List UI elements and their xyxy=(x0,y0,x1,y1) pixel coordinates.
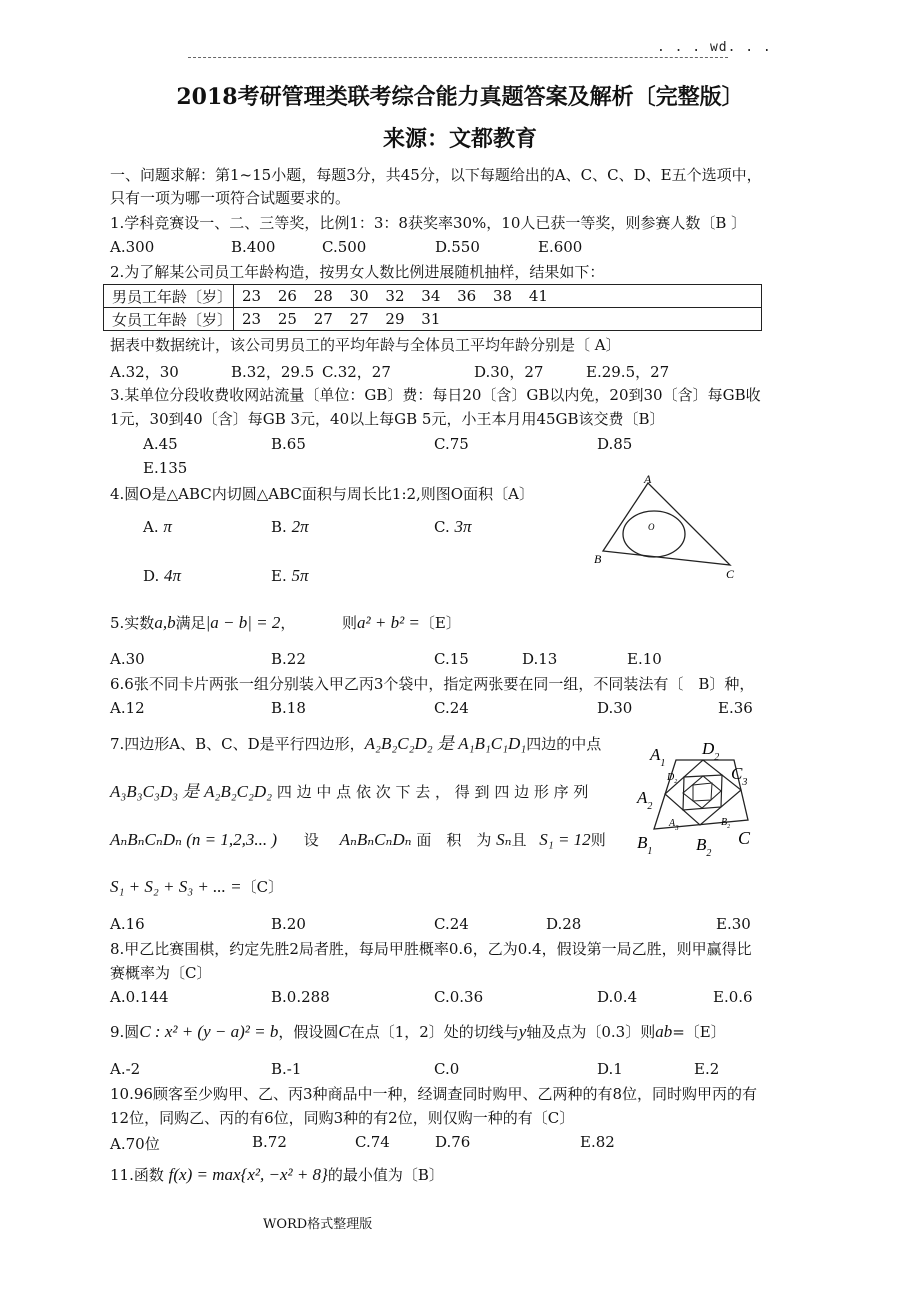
q9-text: 9.圆 xyxy=(110,1023,140,1041)
q4-option-b xyxy=(271,517,309,537)
q5-option-d: D.13 xyxy=(522,650,558,668)
q7-expr: AₙBₙCₙDₙ xyxy=(339,830,412,849)
q3-option-a: A.45 xyxy=(143,435,178,453)
q10-line-1: 10.96顾客至少购甲、乙、丙3种商品中一种，经调查同时购甲、乙两种的有8位，同时购甲丙的有 xyxy=(110,1085,758,1103)
q4-option-a-value: π xyxy=(163,517,172,536)
section-intro-2: 只有一项为哪一项符合试题要求的。 xyxy=(110,189,351,207)
q9-var: ab xyxy=(655,1022,673,1041)
q11-stem xyxy=(110,1164,444,1186)
q5-text: 5.实数 xyxy=(110,614,155,632)
q3-option-d: D.85 xyxy=(597,435,633,453)
triangle-shape xyxy=(603,483,730,565)
q7-expr: Sₙ xyxy=(496,830,512,849)
q7-expr: A₂B₂C₂D₂ 是 A₁B₁C₁D₁ xyxy=(364,734,527,753)
q1-option-c: C.500 xyxy=(322,238,367,256)
q5-text: ， xyxy=(280,614,296,632)
q8-option-a: A.0.144 xyxy=(110,988,169,1006)
q10-option-c: C.74 xyxy=(355,1133,390,1151)
q5-text: 则 xyxy=(342,614,358,632)
quad-5 xyxy=(693,783,712,801)
q2-stem: 2.为了解某公司员工年龄构造，按男女人数比例进展随机抽样，结果如下： xyxy=(110,263,605,281)
q6-option-a: A.12 xyxy=(110,699,145,717)
q7-text: 面 积 为 xyxy=(416,831,492,849)
q3-option-c: C.75 xyxy=(434,435,469,453)
age-table xyxy=(103,284,762,331)
page-title: 2018考研管理类联考综合能力真题答案及解析〔完整版〕 xyxy=(176,84,744,110)
incircle-triangle-figure xyxy=(590,470,750,582)
q5-stem xyxy=(110,612,295,634)
q8-line-2: 赛概率为〔C〕 xyxy=(110,964,212,982)
q2-option-a: A.32，30 xyxy=(110,363,179,381)
label-B2: $B_2$ xyxy=(696,835,712,859)
q6-option-d: D.30 xyxy=(597,699,633,717)
q7-text: 7.四边形A、B、C、D是平行四边形， xyxy=(110,735,365,753)
q4-option-e xyxy=(271,566,309,586)
q7-option-a: A.16 xyxy=(110,915,145,933)
q6-stem: 6.6张不同卡片两张一组分别装入甲乙丙3个袋中，指定两张要在同一组，不同装法有〔 B〕种， xyxy=(110,675,755,693)
q9-option-a: A.-2 xyxy=(110,1060,141,1078)
q5-var-ab: a,b xyxy=(154,613,176,632)
q9-option-d: D.1 xyxy=(597,1060,623,1078)
q7-answer: 〔C〕 xyxy=(241,878,284,896)
label-C: C xyxy=(726,567,735,581)
label-B: B xyxy=(594,552,602,566)
nested-quadrilateral-figure xyxy=(636,732,756,862)
label-C: C xyxy=(738,828,751,848)
table-row xyxy=(104,308,762,331)
q9-var: y xyxy=(518,1022,527,1041)
q4-option-e-label: E. xyxy=(271,567,287,585)
page-subtitle: 来源：文都教育 xyxy=(382,126,537,152)
q7-expr: A₃B₃C₃D₃ 是 xyxy=(110,782,200,801)
q4-option-c-label: C. xyxy=(434,518,450,536)
q4-option-e-value: 5π xyxy=(291,566,309,585)
q9-option-b: B.-1 xyxy=(271,1060,302,1078)
table-cell-label: 男员工年龄〔岁〕 xyxy=(104,285,234,308)
q2-option-c: C.32，27 xyxy=(322,363,391,381)
quad-2 xyxy=(665,760,741,825)
q4-option-a-label: A. xyxy=(143,518,159,536)
q7-line-1 xyxy=(110,733,601,755)
q7-line-2 xyxy=(110,781,588,803)
header-mark: . . . wd. . . xyxy=(657,40,772,55)
q7-option-c: C.24 xyxy=(434,915,469,933)
q9-text: 轴及点为〔0.3〕则 xyxy=(526,1023,656,1041)
q5-ask xyxy=(342,612,461,634)
q8-line-1: 8.甲乙比赛围棋，约定先胜2局者胜，每局甲胜概率0.6，乙为0.4，假设第一局乙胜，则甲赢得比 xyxy=(110,940,752,958)
q7-option-e: E.30 xyxy=(716,915,751,933)
label-B1: $B_1$ xyxy=(637,833,653,857)
q5-option-a: A.30 xyxy=(110,650,145,668)
q10-option-b: B.72 xyxy=(252,1133,287,1151)
q4-option-c-value: 3π xyxy=(454,517,472,536)
q7-option-b: B.20 xyxy=(271,915,306,933)
q9-stem xyxy=(110,1021,726,1043)
q9-text: 在点〔1，2〕处的切线与 xyxy=(349,1023,519,1041)
label-D2-small: $D_2$ xyxy=(667,772,678,785)
q10-option-e: E.82 xyxy=(580,1133,615,1151)
q5-option-c: C.15 xyxy=(434,650,469,668)
q8-option-b: B.0.288 xyxy=(271,988,330,1006)
q7-text: 且 xyxy=(511,831,527,849)
q4-option-d xyxy=(143,566,181,586)
section-intro-1: 一、问题求解：第1~15小题，每题3分，共45分，以下每题给出的A、C、C、D、E五个选项中， xyxy=(110,166,762,184)
q7-expr: AₙBₙCₙDₙ (n = 1,2,3... ) xyxy=(110,830,277,849)
q7-text: 则 xyxy=(590,831,606,849)
q3-option-e: E.135 xyxy=(143,459,188,477)
incircle-shape xyxy=(623,511,685,557)
q6-option-b: B.18 xyxy=(271,699,306,717)
label-A3: $A_3$ xyxy=(669,818,679,832)
label-C3: $C_3$ xyxy=(731,764,748,788)
q1-option-b: B.400 xyxy=(231,238,276,256)
q2-option-e: E.29.5，27 xyxy=(586,363,670,381)
q6-option-e: E.36 xyxy=(718,699,753,717)
q8-option-e: E.0.6 xyxy=(713,988,753,1006)
q10-option-a: A.70位 xyxy=(110,1135,160,1153)
q9-var: C xyxy=(338,1022,350,1041)
q5-text: 满足 xyxy=(175,614,206,632)
q7-text: 四边的中点 xyxy=(526,735,602,753)
q9-option-c: C.0 xyxy=(434,1060,460,1078)
q5-option-e: E.10 xyxy=(627,650,662,668)
q8-option-d: D.0.4 xyxy=(597,988,638,1006)
q2-question: 据表中数据统计，该公司男员工的平均年龄与全体员工平均年龄分别是〔 A〕 xyxy=(110,336,621,354)
q1-option-e: E.600 xyxy=(538,238,583,256)
q4-option-d-value: 4π xyxy=(164,566,182,585)
q1-stem: 1.学科竞赛设一、二、三等奖，比例1：3：8获奖率30%，10人已获一等奖，则参赛人数〔B 〕 xyxy=(110,214,747,232)
q4-option-a xyxy=(143,517,172,537)
q2-option-b: B.32，29.5 xyxy=(231,363,315,381)
q3-line-2: 1元，30到40〔含〕每GB 3元，40以上每GB 5元，小王本月用45GB该交费〔B〕 xyxy=(110,410,665,428)
q2-option-d: D.30，27 xyxy=(474,363,544,381)
q5-condition: |a − b| = 2 xyxy=(205,613,281,632)
table-row xyxy=(104,285,762,308)
label-A: A xyxy=(644,472,652,486)
q7-expr: S₁ = 12 xyxy=(539,830,591,849)
table-cell-values: 23 26 28 30 32 34 36 38 41 xyxy=(234,285,762,308)
q4-option-c xyxy=(434,517,472,537)
footer-note: WORD格式整理版 xyxy=(263,1217,373,1232)
q7-line-3 xyxy=(110,829,606,851)
q11-text: 的最小值为〔B〕 xyxy=(327,1166,444,1184)
q10-option-d: D.76 xyxy=(435,1133,471,1151)
q5-answer: 〔E〕 xyxy=(419,614,461,632)
q7-expr: A₂B₂C₂D₂ xyxy=(204,782,273,801)
q9-option-e: E.2 xyxy=(694,1060,720,1078)
q1-option-a: A.300 xyxy=(110,238,155,256)
q4-option-d-label: D. xyxy=(143,567,160,585)
q7-expr: S₁ + S₂ + S₃ + ... = xyxy=(110,877,242,896)
q7-option-d: D.28 xyxy=(546,915,582,933)
label-B2-small: $B_2$ xyxy=(721,817,731,830)
table-cell-label: 女员工年龄〔岁〕 xyxy=(104,308,234,331)
q3-line-1: 3.某单位分段收费收网站流量〔单位：GB〕费：每日20〔含〕GB以内免，20到30〔含〕每GB收 xyxy=(110,386,761,404)
q7-text: 设 xyxy=(303,831,319,849)
label-D2: $D_2$ xyxy=(702,739,720,763)
q9-text: =〔E〕 xyxy=(672,1023,726,1041)
q7-text: 四 边 中 点 依 次 下 去 ， 得 到 四 边 形 序 列 xyxy=(276,783,589,801)
q3-option-b: B.65 xyxy=(271,435,306,453)
q9-text: ，假设圆 xyxy=(278,1023,339,1041)
quad-4 xyxy=(683,776,721,808)
label-A2: $A_2$ xyxy=(637,788,653,812)
q11-text: 11.函数 xyxy=(110,1166,164,1184)
q11-function: f(x) = max{x², −x² + 8} xyxy=(168,1165,328,1184)
table-cell-values: 23 25 27 27 29 31 xyxy=(234,308,762,331)
label-A1: $A_1$ xyxy=(650,745,666,769)
q5-expression: a² + b² = xyxy=(357,613,420,632)
q4-option-b-value: 2π xyxy=(291,517,309,536)
q4-option-b-label: B. xyxy=(271,518,287,536)
q1-option-d: D.550 xyxy=(435,238,480,256)
q7-line-4 xyxy=(110,876,283,898)
q5-option-b: B.22 xyxy=(271,650,306,668)
label-O: O xyxy=(648,522,655,532)
q9-equation: C : x² + (y − a)² = b xyxy=(139,1022,279,1041)
q8-option-c: C.0.36 xyxy=(434,988,484,1006)
quad-3 xyxy=(683,775,722,810)
header-rule xyxy=(188,57,728,58)
q6-option-c: C.24 xyxy=(434,699,469,717)
q4-stem: 4.圆O是△ABC内切圆△ABC面积与周长比1:2,则图O面积〔A〕 xyxy=(110,485,534,503)
q10-line-2: 12位，同购乙、丙的有6位，同购3种的有2位，则仅购一种的有〔C〕 xyxy=(110,1109,575,1127)
